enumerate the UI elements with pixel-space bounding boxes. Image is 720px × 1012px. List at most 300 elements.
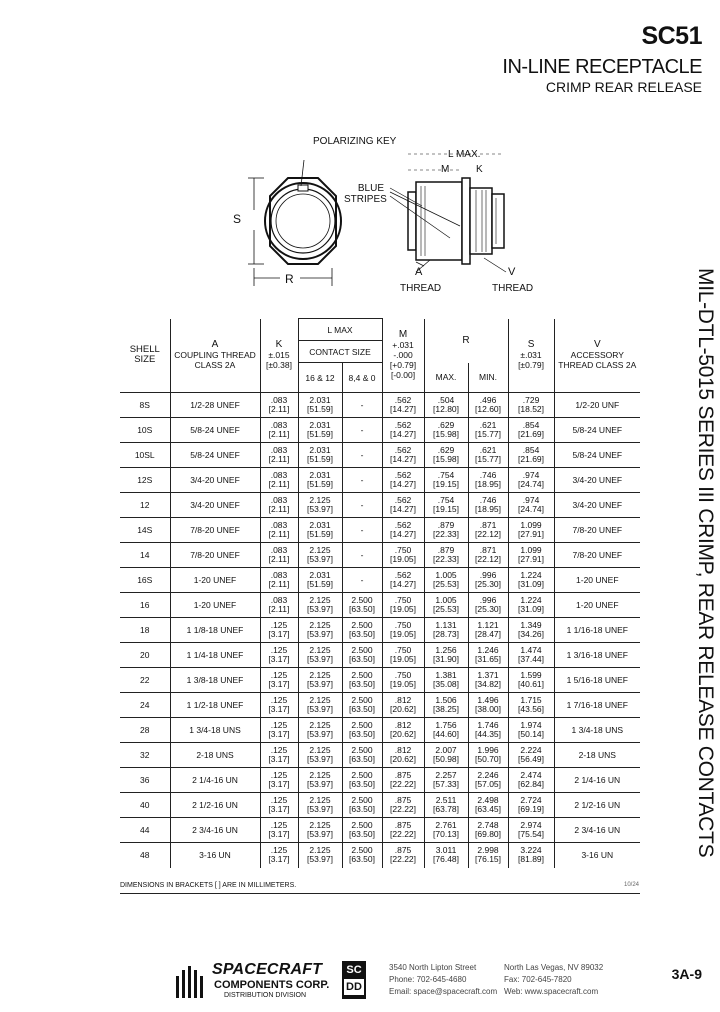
cell-value: .854 xyxy=(522,420,540,430)
cell-v: 1 3/16-18 UNEF xyxy=(554,643,640,668)
cell-s xyxy=(508,618,554,643)
cell-l2 xyxy=(342,618,382,643)
cell-rmax xyxy=(424,668,468,693)
cell-value-mm: [2.11] xyxy=(268,604,290,614)
cell-rmin xyxy=(468,843,508,868)
cell-value: .125 xyxy=(270,720,288,730)
cell-l2 xyxy=(342,643,382,668)
cell-value-mm: [15.98] xyxy=(433,429,460,439)
cell-a: 1/2-28 UNEF xyxy=(170,393,260,418)
cell-value: .629 xyxy=(437,445,455,455)
cell-value-mm: [24.74] xyxy=(518,479,545,489)
cell-value: .750 xyxy=(394,620,412,630)
header-m-tol-mm1: [+0.79] xyxy=(389,360,417,371)
cell-l1 xyxy=(298,443,342,468)
table-row xyxy=(120,443,640,468)
cell-value: .562 xyxy=(394,470,412,480)
cell-rmin xyxy=(468,468,508,493)
cell-value: .496 xyxy=(479,395,497,405)
address: 3540 North Lipton Street xyxy=(389,963,477,972)
cell-value-mm: [3.17] xyxy=(268,779,290,789)
cell-value: 2.500 xyxy=(351,645,373,655)
cell-value-mm: [44.60] xyxy=(433,729,460,739)
cell-l1 xyxy=(298,393,342,418)
cell-value: 2.125 xyxy=(309,495,331,505)
cell-value: .562 xyxy=(394,570,412,580)
cell-l1 xyxy=(298,418,342,443)
cell-rmax xyxy=(424,768,468,793)
cell-s xyxy=(508,843,554,868)
cell-value-mm: [3.17] xyxy=(268,704,290,714)
cell-value: .125 xyxy=(270,695,288,705)
cell-value: 2.125 xyxy=(309,545,331,555)
header-a xyxy=(170,319,260,393)
cell-value: - xyxy=(360,424,364,435)
cell-m xyxy=(382,718,424,743)
cell-s xyxy=(508,568,554,593)
cell-a: 3-16 UN xyxy=(170,843,260,868)
table-row xyxy=(120,643,640,668)
label-r: R xyxy=(285,272,294,286)
cell-value: 1.099 xyxy=(520,545,542,555)
cell-value: 1.099 xyxy=(520,520,542,530)
cell-value-mm: [3.17] xyxy=(268,729,290,739)
cell-value-mm: [22.22] xyxy=(390,779,417,789)
website[interactable]: Web: www.spacecraft.com xyxy=(504,987,599,996)
cell-a: 3/4-20 UNEF xyxy=(170,493,260,518)
cell-m xyxy=(382,818,424,843)
cell-a: 5/8-24 UNEF xyxy=(170,418,260,443)
cell-l1 xyxy=(298,493,342,518)
cell-value-mm: [14.27] xyxy=(390,404,417,414)
cell-v: 1 5/16-18 UNEF xyxy=(554,668,640,693)
cell-rmax xyxy=(424,718,468,743)
cell-value: .879 xyxy=(437,520,455,530)
cell-rmax xyxy=(424,568,468,593)
cell-value: 1.996 xyxy=(477,745,499,755)
cell-v: 1-20 UNEF xyxy=(554,593,640,618)
header-m-letter: M xyxy=(398,329,408,341)
cell-value: 1.381 xyxy=(435,670,457,680)
cell-rmax xyxy=(424,493,468,518)
cell-value-mm: [24.74] xyxy=(518,504,545,514)
cell-value-mm: [63.45] xyxy=(475,804,502,814)
cell-value: 2.998 xyxy=(477,845,499,856)
cell-value: 2.500 xyxy=(351,845,373,856)
cell-value: 1.496 xyxy=(477,695,499,705)
cell-value-mm: [19.05] xyxy=(390,654,417,664)
cell-value-mm: [69.19] xyxy=(518,804,545,814)
cell-l1 xyxy=(298,718,342,743)
cell-value-mm: [75.54] xyxy=(518,829,545,839)
cell-m xyxy=(382,568,424,593)
cell-l2 xyxy=(342,443,382,468)
cell-rmax xyxy=(424,843,468,868)
cell-a: 2 1/4-16 UN xyxy=(170,768,260,793)
cell-k xyxy=(260,593,298,618)
cell-a: 1-20 UNEF xyxy=(170,593,260,618)
scdd-badge xyxy=(342,961,366,999)
cell-value: .083 xyxy=(270,520,288,530)
cell-value-mm: [25.53] xyxy=(433,604,460,614)
cell-value: .083 xyxy=(270,595,288,605)
header-s-tol-mm: [±0.79] xyxy=(518,360,544,371)
cell-value-mm: [43.56] xyxy=(518,704,545,714)
cell-l1 xyxy=(298,693,342,718)
cell-value-mm: [22.12] xyxy=(475,529,502,539)
cell-rmax xyxy=(424,443,468,468)
cell-value: 2.500 xyxy=(351,720,373,730)
cell-value: .125 xyxy=(270,670,288,680)
cell-s xyxy=(508,418,554,443)
label-k: K xyxy=(476,164,483,175)
cell-value-mm: [81.89] xyxy=(518,854,545,865)
cell-shell: 40 xyxy=(120,793,170,818)
cell-value-mm: [3.17] xyxy=(268,829,290,839)
part-number: SC51 xyxy=(641,22,702,50)
cell-l2 xyxy=(342,568,382,593)
cell-rmin xyxy=(468,693,508,718)
header-s-letter: S xyxy=(527,339,535,351)
cell-v: 1/2-20 UNF xyxy=(554,393,640,418)
table-row xyxy=(120,718,640,743)
cell-value-mm: [63.50] xyxy=(349,804,375,814)
cell-value-mm: [51.59] xyxy=(307,529,333,539)
cell-value-mm: [22.12] xyxy=(475,554,502,564)
cell-value: .083 xyxy=(270,420,288,430)
cell-value: 2.031 xyxy=(309,520,331,530)
cell-value: - xyxy=(360,399,364,410)
cell-l1 xyxy=(298,743,342,768)
cell-value-mm: [69.80] xyxy=(475,829,502,839)
cell-value-mm: [2.11] xyxy=(268,454,290,464)
cell-value: 2.031 xyxy=(309,420,331,430)
cell-value-mm: [2.11] xyxy=(268,479,290,489)
cell-value-mm: [18.52] xyxy=(518,404,545,414)
dimensions-table xyxy=(120,318,640,868)
cell-rmin xyxy=(468,743,508,768)
cell-k xyxy=(260,443,298,468)
cell-value: .125 xyxy=(270,645,288,655)
header-contact-16-12: 16 & 12 xyxy=(298,363,342,393)
cell-l1 xyxy=(298,593,342,618)
table-row xyxy=(120,693,640,718)
cell-value-mm: [63.50] xyxy=(349,829,375,839)
cell-value: .083 xyxy=(270,545,288,555)
cell-s xyxy=(508,468,554,493)
cell-value: .562 xyxy=(394,395,412,405)
cell-k xyxy=(260,568,298,593)
cell-m xyxy=(382,618,424,643)
cell-value-mm: [40.61] xyxy=(518,679,545,689)
cell-value: 2.007 xyxy=(435,745,457,755)
cell-value-mm: [14.27] xyxy=(390,429,417,439)
cell-a: 2-18 UNS xyxy=(170,743,260,768)
cell-m xyxy=(382,793,424,818)
cell-value: .996 xyxy=(479,570,497,580)
cell-k xyxy=(260,543,298,568)
page-title: IN-LINE RECEPTACLE xyxy=(502,56,702,78)
cell-value: 2.500 xyxy=(351,820,373,830)
cell-value: - xyxy=(360,449,364,460)
label-m: M xyxy=(441,164,450,175)
cell-value: .125 xyxy=(270,845,288,856)
label-s: S xyxy=(233,212,242,226)
cell-value: 2.474 xyxy=(520,770,542,780)
cell-a: 2 3/4-16 UN xyxy=(170,818,260,843)
cell-v: 5/8-24 UNEF xyxy=(554,418,640,443)
cell-value: - xyxy=(360,549,364,560)
cell-value-mm: [53.97] xyxy=(307,729,333,739)
table-row xyxy=(120,593,640,618)
cell-value-mm: [62.84] xyxy=(518,779,545,789)
cell-shell: 10SL xyxy=(120,443,170,468)
cell-value-mm: [14.27] xyxy=(390,479,417,489)
cell-value: .750 xyxy=(394,670,412,680)
cell-shell: 12 xyxy=(120,493,170,518)
cell-value: 1.256 xyxy=(435,645,457,655)
cell-value-mm: [34.82] xyxy=(475,679,502,689)
cell-value-mm: [63.50] xyxy=(349,604,375,614)
cell-value-mm: [76.48] xyxy=(433,854,460,865)
cell-value: .974 xyxy=(522,495,540,505)
cell-l1 xyxy=(298,818,342,843)
cell-k xyxy=(260,818,298,843)
cell-value-mm: [20.62] xyxy=(390,754,417,764)
cell-s xyxy=(508,743,554,768)
cell-shell: 8S xyxy=(120,393,170,418)
cell-s xyxy=(508,393,554,418)
cell-value: 2.500 xyxy=(351,770,373,780)
cell-value-mm: [15.98] xyxy=(433,454,460,464)
cell-value-mm: [51.59] xyxy=(307,579,333,589)
cell-value: 2.257 xyxy=(435,770,457,780)
cell-m xyxy=(382,493,424,518)
cell-rmin xyxy=(468,493,508,518)
cell-value: .750 xyxy=(394,595,412,605)
cell-a: 7/8-20 UNEF xyxy=(170,518,260,543)
cell-k xyxy=(260,668,298,693)
header-contact-8-4-0: 8,4 & 0 xyxy=(342,363,382,393)
cell-value-mm: [56.49] xyxy=(518,754,545,764)
cell-value: .754 xyxy=(437,495,455,505)
company-logo-icon xyxy=(176,966,208,1000)
cell-value-mm: [31.09] xyxy=(518,579,545,589)
cell-value: 2.125 xyxy=(309,645,331,655)
cell-s xyxy=(508,443,554,468)
cell-value-mm: [2.11] xyxy=(268,504,290,514)
cell-shell: 12S xyxy=(120,468,170,493)
cell-value-mm: [70.13] xyxy=(433,829,460,839)
cell-rmax xyxy=(424,543,468,568)
cell-value-mm: [37.44] xyxy=(518,654,545,664)
cell-value: .812 xyxy=(394,695,412,705)
cell-value: 1.224 xyxy=(520,570,542,580)
cell-a: 1 1/8-18 UNEF xyxy=(170,618,260,643)
cell-value-mm: [3.17] xyxy=(268,804,290,814)
cell-value: .871 xyxy=(479,545,497,555)
cell-m xyxy=(382,418,424,443)
cell-value: 1.371 xyxy=(477,670,499,680)
header-s-tol: ±.031 xyxy=(520,350,542,361)
cell-value-mm: [19.05] xyxy=(390,554,417,564)
cell-s xyxy=(508,593,554,618)
cell-value-mm: [53.97] xyxy=(307,504,333,514)
cell-value-mm: [3.17] xyxy=(268,654,290,664)
cell-m xyxy=(382,593,424,618)
table-row xyxy=(120,843,640,868)
cell-value: 2.125 xyxy=(309,745,331,755)
cell-v: 2 1/4-16 UN xyxy=(554,768,640,793)
header-v xyxy=(554,319,640,393)
cell-rmin xyxy=(468,568,508,593)
cell-value: 1.246 xyxy=(477,645,499,655)
cell-shell: 20 xyxy=(120,643,170,668)
cell-value: .812 xyxy=(394,720,412,730)
fax: Fax: 702-645-7820 xyxy=(504,975,572,984)
cell-l2 xyxy=(342,468,382,493)
cell-l2 xyxy=(342,668,382,693)
cell-value-mm: [15.77] xyxy=(475,429,502,439)
cell-value-mm: [28.73] xyxy=(433,629,460,639)
header-v-desc: ACCESSORY THREAD CLASS 2A xyxy=(558,350,637,371)
cell-value-mm: [63.50] xyxy=(349,629,375,639)
header-m xyxy=(382,319,424,393)
header-r: R xyxy=(424,319,508,363)
cell-value: 2.500 xyxy=(351,695,373,705)
cell-value: 1.349 xyxy=(520,620,542,630)
cell-value: 1.599 xyxy=(520,670,542,680)
header-shell-size: SHELL SIZE xyxy=(129,344,160,366)
label-l-max: L MAX. xyxy=(448,149,481,160)
cell-value: 2.125 xyxy=(309,720,331,730)
cell-value-mm: [2.11] xyxy=(268,554,290,564)
cell-s xyxy=(508,493,554,518)
cell-shell: 32 xyxy=(120,743,170,768)
cell-a: 1 3/4-18 UNS xyxy=(170,718,260,743)
cell-value: .125 xyxy=(270,820,288,830)
cell-shell: 22 xyxy=(120,668,170,693)
page-number: 3A-9 xyxy=(671,966,702,982)
cell-value: .562 xyxy=(394,445,412,455)
cell-m xyxy=(382,743,424,768)
cell-value: .854 xyxy=(522,445,540,455)
cell-value: .621 xyxy=(479,445,497,455)
cell-value-mm: [2.11] xyxy=(268,404,290,414)
email[interactable]: Email: space@spacecraft.com xyxy=(389,987,498,996)
cell-rmin xyxy=(468,643,508,668)
company-division: DISTRIBUTION DIVISION xyxy=(224,992,307,999)
cell-value-mm: [19.05] xyxy=(390,679,417,689)
cell-rmin xyxy=(468,718,508,743)
cell-shell: 44 xyxy=(120,818,170,843)
cell-v: 2 1/2-16 UN xyxy=(554,793,640,818)
cell-value: .729 xyxy=(522,395,540,405)
cell-shell: 10S xyxy=(120,418,170,443)
cell-v: 1 3/4-18 UNS xyxy=(554,718,640,743)
cell-value-mm: [19.15] xyxy=(433,504,460,514)
cell-value-mm: [38.00] xyxy=(475,704,502,714)
table-row xyxy=(120,518,640,543)
badge-bottom: DD xyxy=(344,979,364,995)
cell-value: 2.500 xyxy=(351,595,373,605)
table-row xyxy=(120,618,640,643)
cell-k xyxy=(260,518,298,543)
header-k-tol-mm: [±0.38] xyxy=(266,360,292,371)
cell-value: 2.224 xyxy=(520,745,542,755)
cell-value-mm: [22.22] xyxy=(390,804,417,814)
cell-value: .746 xyxy=(479,495,497,505)
cell-value-mm: [3.17] xyxy=(268,854,290,865)
cell-k xyxy=(260,393,298,418)
cell-value-mm: [18.95] xyxy=(475,479,502,489)
cell-l2 xyxy=(342,818,382,843)
cell-k xyxy=(260,793,298,818)
cell-value: .621 xyxy=(479,420,497,430)
cell-value-mm: [63.50] xyxy=(349,854,375,865)
cell-value: - xyxy=(360,524,364,535)
cell-shell: 14S xyxy=(120,518,170,543)
cell-rmax xyxy=(424,518,468,543)
cell-k xyxy=(260,743,298,768)
cell-value: .754 xyxy=(437,470,455,480)
cell-value: .750 xyxy=(394,545,412,555)
side-title: MIL-DTL-5015 SERIES III CRIMP, REAR RELEASE CONTACTS xyxy=(694,268,717,858)
cell-value: .812 xyxy=(394,745,412,755)
cell-l1 xyxy=(298,768,342,793)
cell-value: .083 xyxy=(270,445,288,455)
cell-shell: 14 xyxy=(120,543,170,568)
cell-rmax xyxy=(424,693,468,718)
cell-value: .875 xyxy=(394,820,412,830)
cell-value-mm: [38.25] xyxy=(433,704,460,714)
cell-value-mm: [15.77] xyxy=(475,454,502,464)
header-r-max: MAX. xyxy=(424,363,468,393)
cell-value: 2.125 xyxy=(309,670,331,680)
cell-v: 2-18 UNS xyxy=(554,743,640,768)
cell-value-mm: [27.91] xyxy=(518,554,545,564)
cell-value-mm: [53.97] xyxy=(307,604,333,614)
connector-drawing xyxy=(220,130,540,300)
cell-value-mm: [53.97] xyxy=(307,554,333,564)
cell-l1 xyxy=(298,543,342,568)
cell-value: 2.500 xyxy=(351,795,373,805)
cell-rmin xyxy=(468,543,508,568)
cell-rmax xyxy=(424,818,468,843)
cell-l2 xyxy=(342,593,382,618)
cell-value: 1.224 xyxy=(520,595,542,605)
cell-l2 xyxy=(342,518,382,543)
cell-value: 2.125 xyxy=(309,795,331,805)
cell-v: 1-20 UNEF xyxy=(554,568,640,593)
footnote: DIMENSIONS IN BRACKETS [ ] ARE IN MILLIMETERS. xyxy=(120,882,297,889)
cell-value-mm: [2.11] xyxy=(268,579,290,589)
front-view-drawing xyxy=(248,160,341,286)
cell-value-mm: [3.17] xyxy=(268,679,290,689)
cell-v: 5/8-24 UNEF xyxy=(554,443,640,468)
cell-rmin xyxy=(468,668,508,693)
cell-value: 2.125 xyxy=(309,595,331,605)
header-v-letter: V xyxy=(593,339,601,351)
cell-value-mm: [31.65] xyxy=(475,654,502,664)
cell-m xyxy=(382,843,424,868)
cell-value-mm: [22.33] xyxy=(433,554,460,564)
cell-value: 2.031 xyxy=(309,570,331,580)
cell-shell: 36 xyxy=(120,768,170,793)
cell-value: .083 xyxy=(270,570,288,580)
cell-value: .083 xyxy=(270,395,288,405)
cell-l2 xyxy=(342,718,382,743)
